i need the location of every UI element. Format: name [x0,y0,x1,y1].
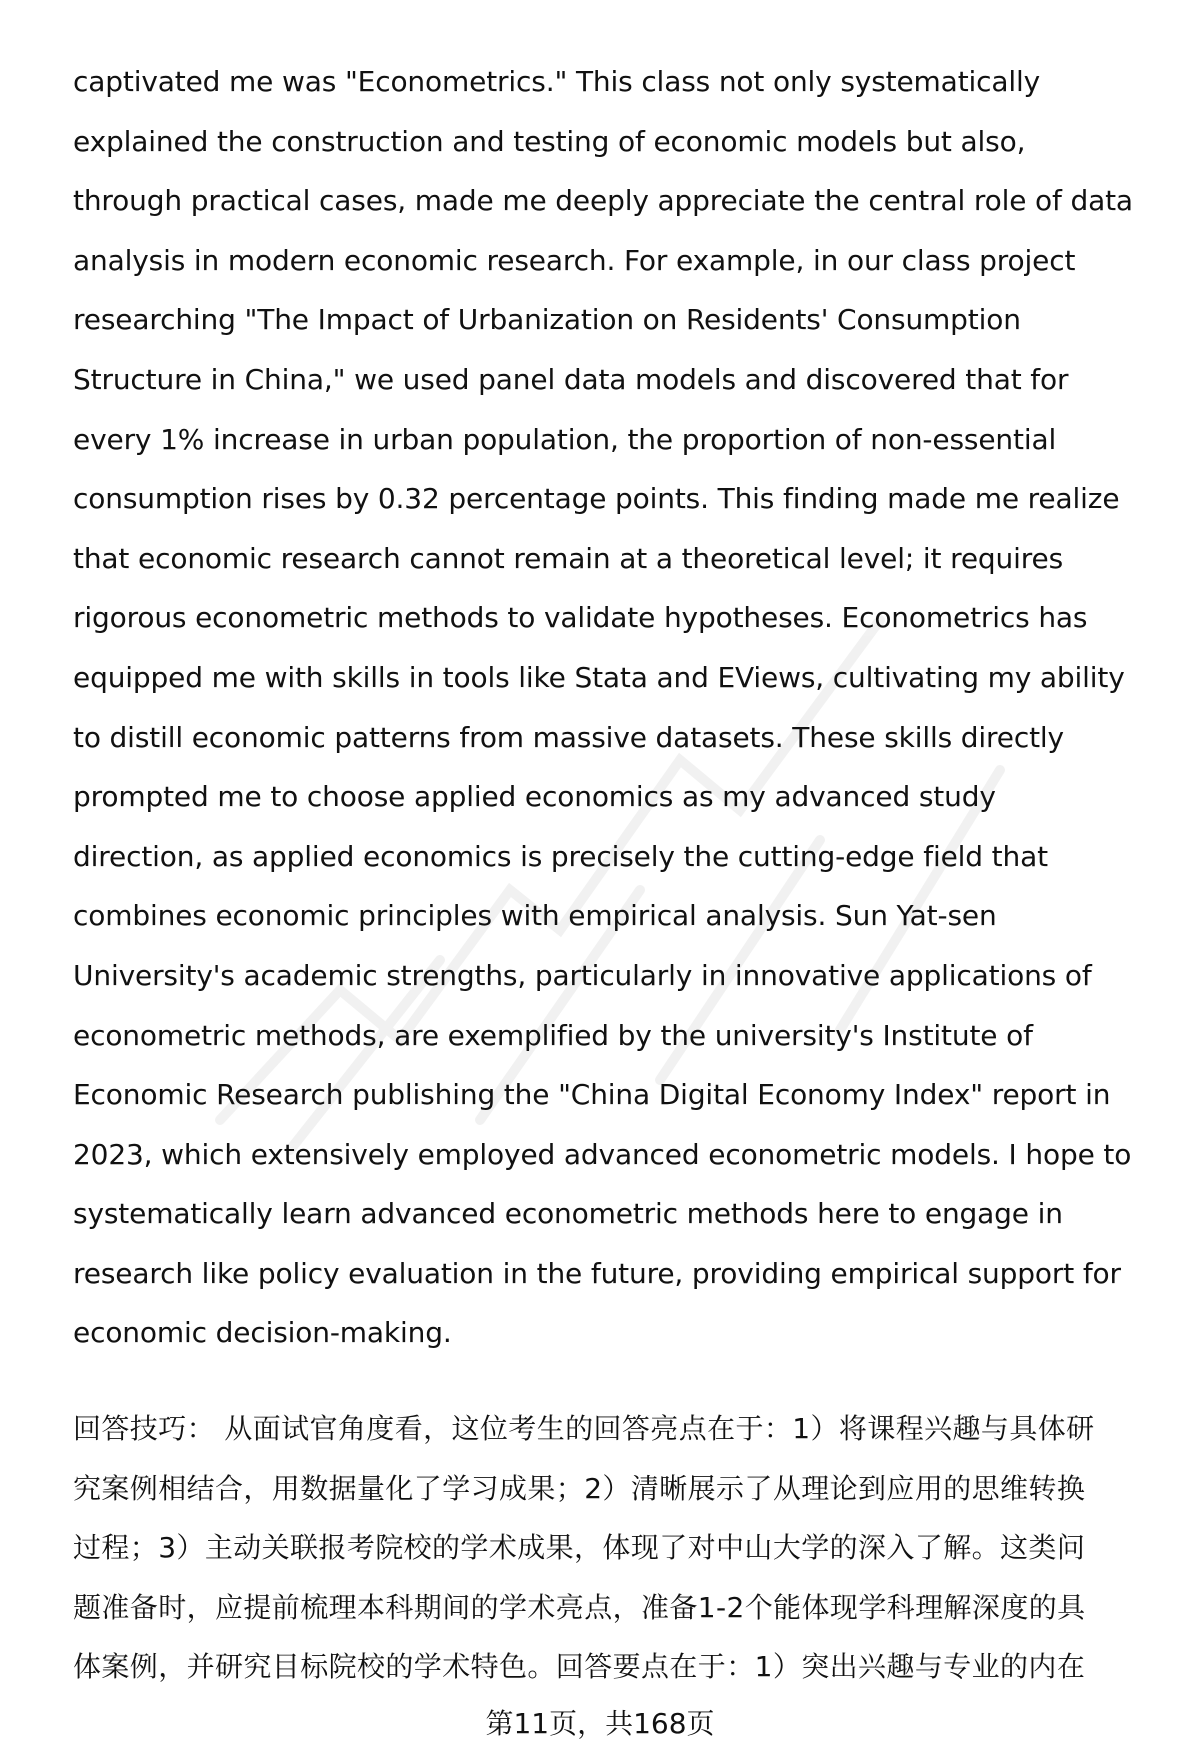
answer-tips-paragraph [73,1399,1148,1697]
body-line: Structure in China," we used panel data models and discovered that for [73,362,1069,396]
tips-line: 题准备时，应提前梳理本科期间的学术亮点，准备1-2个能体现学科理解深度的具 [73,1590,1086,1624]
body-line: 2023, which extensively employed advanced econometric models. I hope to [73,1137,1132,1171]
tips-line: 过程；3）主动关联报考院校的学术成果，体现了对中山大学的深入了解。这类问 [73,1531,1086,1565]
body-line: equipped me with skills in tools like Stata and EViews, cultivating my ability [73,660,1125,694]
document-content [73,52,1148,1697]
tips-line: 究案例相结合，用数据量化了学习成果；2）清晰展示了从理论到应用的思维转换 [73,1471,1086,1505]
body-paragraph [73,52,1148,1363]
body-line: captivated me was "Econometrics." This class not only systematically [73,65,1041,98]
body-line: analysis in modern economic research. For example, in our class project [73,243,1076,277]
body-line: that economic research cannot remain at a theoretical level; it requires [73,541,1064,575]
body-line: prompted me to choose applied economics as my advanced study [73,780,996,814]
body-line: research like policy evaluation in the future, providing empirical support for [73,1256,1121,1290]
page-number-footer: 第11页，共168页 [485,1707,715,1740]
body-line: rigorous econometric methods to validate hypotheses. Econometrics has [73,601,1088,635]
body-line: consumption rises by 0.32 percentage points. This finding made me realize [73,482,1120,516]
body-line: to distill economic patterns from massive datasets. These skills directly [73,720,1064,754]
body-line: University's academic strengths, particularly in innovative applications of [73,958,1092,992]
tips-line: 体案例，并研究目标院校的学术特色。回答要点在于：1）突出兴趣与专业的内在 [73,1650,1086,1684]
body-line: economic decision-making. [73,1316,452,1350]
tips-line: 回答技巧： 从面试官角度看，这位考生的回答亮点在于：1）将课程兴趣与具体研 [73,1412,1095,1446]
body-line: through practical cases, made me deeply appreciate the central role of data [73,184,1133,218]
body-line: researching "The Impact of Urbanization on Residents' Consumption [73,303,1021,337]
body-line: econometric methods, are exemplified by the university's Institute of [73,1018,1033,1052]
body-line: every 1% increase in urban population, the proportion of non-essential [73,422,1057,456]
body-line: systematically learn advanced econometric methods here to engage in [73,1197,1063,1231]
body-line: Economic Research publishing the "China Digital Economy Index" report in [73,1078,1111,1112]
body-line: combines economic principles with empirical analysis. Sun Yat-sen [73,899,997,933]
body-line: explained the construction and testing of economic models but also, [73,124,1026,158]
body-line: direction, as applied economics is precisely the cutting-edge field that [73,839,1048,873]
